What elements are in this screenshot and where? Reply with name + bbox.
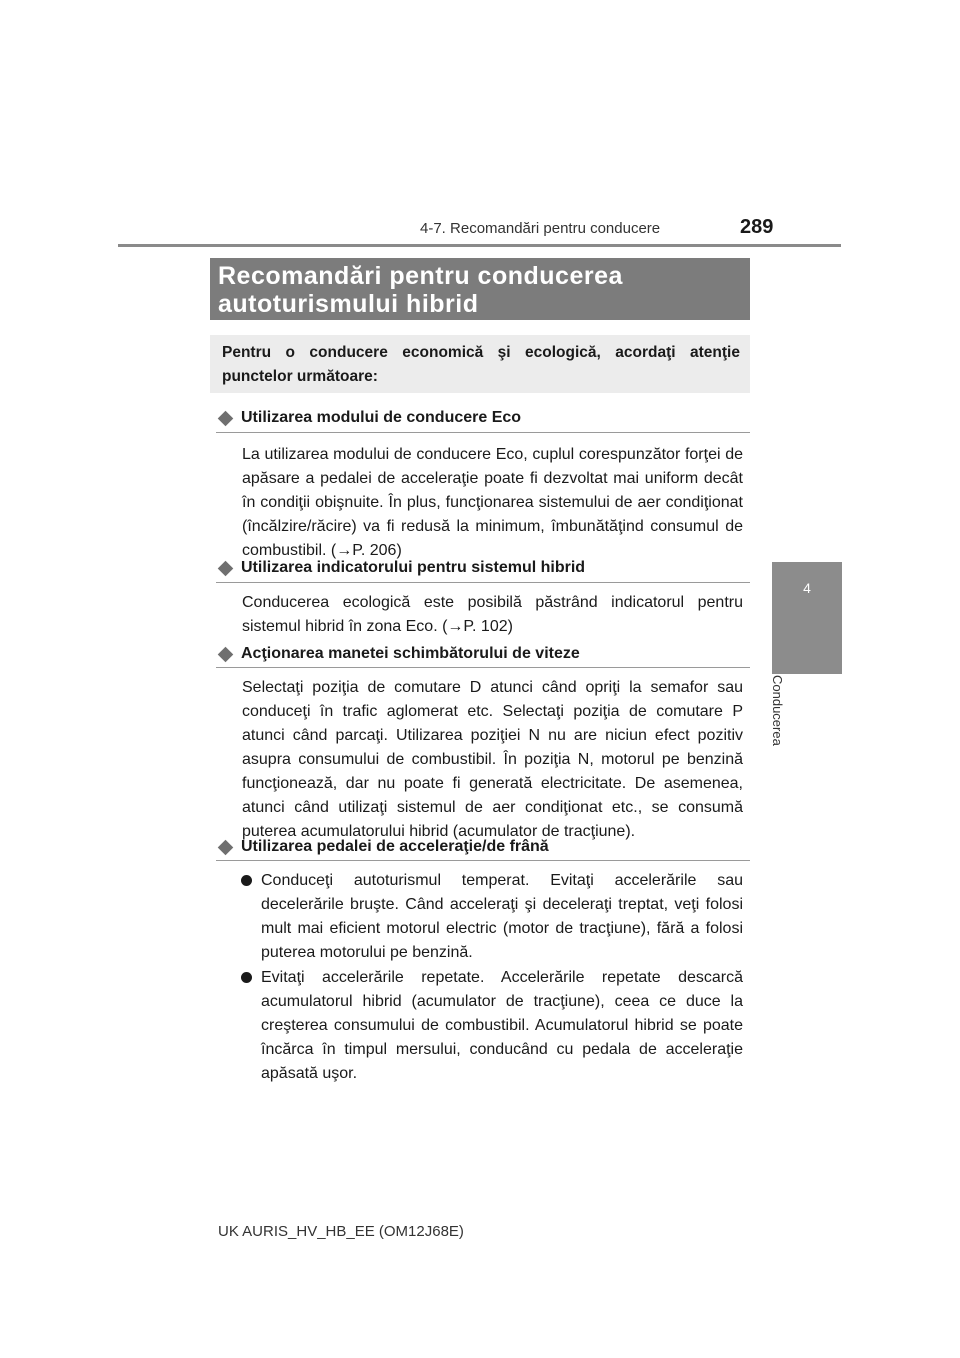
list-item-text: Evitaţi accelerările repetate. Accelerările repetate descarcă acumulatorul hibrid (acumulator de tracţiune), ceea ce duce la creşterea consumului de combustibil. Acumulatorul hibrid se poate încărca în timpul mersului, conducând cu pedala de acceleraţie apăsată uşor. (261, 969, 743, 1082)
section-text-shift-lever: Selectaţi poziţia de comutare D atunci când opriţi la semafor sau conduceţi în trafic aglomerat etc. Selectaţi poziţia de comutare P atunci când parcaţi. Utilizarea poziţiei N nu are niciun efect pozitiv asupra consumului de combustibil. În poziţia N, motorul pe benzină funcţionează, dar nu poate fi generată electricitate. De asemenea, atunci când utilizaţi sistemul de aer condiţionat etc., se consumă puterea acumulatorului hibrid (acumulator de tracţiune). (242, 679, 743, 840)
section-divider (216, 432, 750, 433)
section-heading-pedals (216, 838, 549, 856)
section-heading-eco-mode (216, 409, 521, 427)
section-divider (216, 860, 750, 861)
chapter-label: Conducerea (770, 675, 785, 746)
diamond-bullet-icon (218, 646, 234, 662)
chapter-label-container (770, 675, 807, 785)
header-section-title: 4-7. Recomandări pentru conducere (420, 220, 661, 237)
section-heading-hybrid-indicator (216, 559, 585, 577)
section-heading-text: Acţionarea manetei schimbătorului de viteze (241, 645, 580, 662)
list-item (241, 966, 743, 1086)
section-text-hybrid-indicator: Conducerea ecologică este posibilă păstrând indicatorul pentru sistemul hibrid în zona Eco. (→P. 102) (242, 594, 743, 635)
page-title-line-2: autoturismului hibrid (218, 290, 479, 318)
bullet-dot-icon (241, 875, 252, 886)
page-title-line-1: Recomandări pentru conducerea (218, 262, 623, 290)
footer-model-code: UK AURIS_HV_HB_EE (OM12J68E) (218, 1223, 464, 1240)
section-divider (216, 582, 750, 583)
section-text-eco-mode: La utilizarea modului de conducere Eco, cuplul corespunzător forţei de apăsare a pedalei de acceleraţie poate fi dezvoltat mai uniform decât în condiţii obişnuite. În plus, funcţionarea sistemului de aer condiţionat (încălzire/răcire) va fi redusă la minimum, îmbunătăţind consumul de combustibil. (→P. 206) (242, 446, 743, 559)
diamond-bullet-icon (218, 410, 234, 426)
list-item (241, 869, 743, 965)
section-heading-text: Utilizarea modului de conducere Eco (241, 409, 522, 426)
intro-text: Pentru o conducere economică şi ecologică, acordaţi atenţie punctelor următoare: (222, 344, 740, 385)
header-divider (118, 244, 841, 247)
diamond-bullet-icon (218, 560, 234, 576)
section-divider (216, 667, 750, 668)
section-heading-text: Utilizarea indicatorului pentru sistemul hibrid (241, 559, 586, 576)
diamond-bullet-icon (218, 839, 234, 855)
section-heading-shift-lever (216, 645, 580, 663)
bullet-dot-icon (241, 972, 252, 983)
list-item-text: Conduceţi autoturismul temperat. Evitaţi accelerările sau decelerările bruşte. Când acceleraţi şi deceleraţi treptat, veţi folosi mult mai eficient motorul electric (motor de tracţiune), fără a folosi puterea motorului pe benzină. (261, 872, 743, 961)
page-number: 289 (740, 216, 774, 238)
chapter-number: 4 (803, 580, 811, 596)
chapter-tab (772, 562, 842, 674)
section-heading-text: Utilizarea pedalei de acceleraţie/de frână (241, 838, 549, 855)
